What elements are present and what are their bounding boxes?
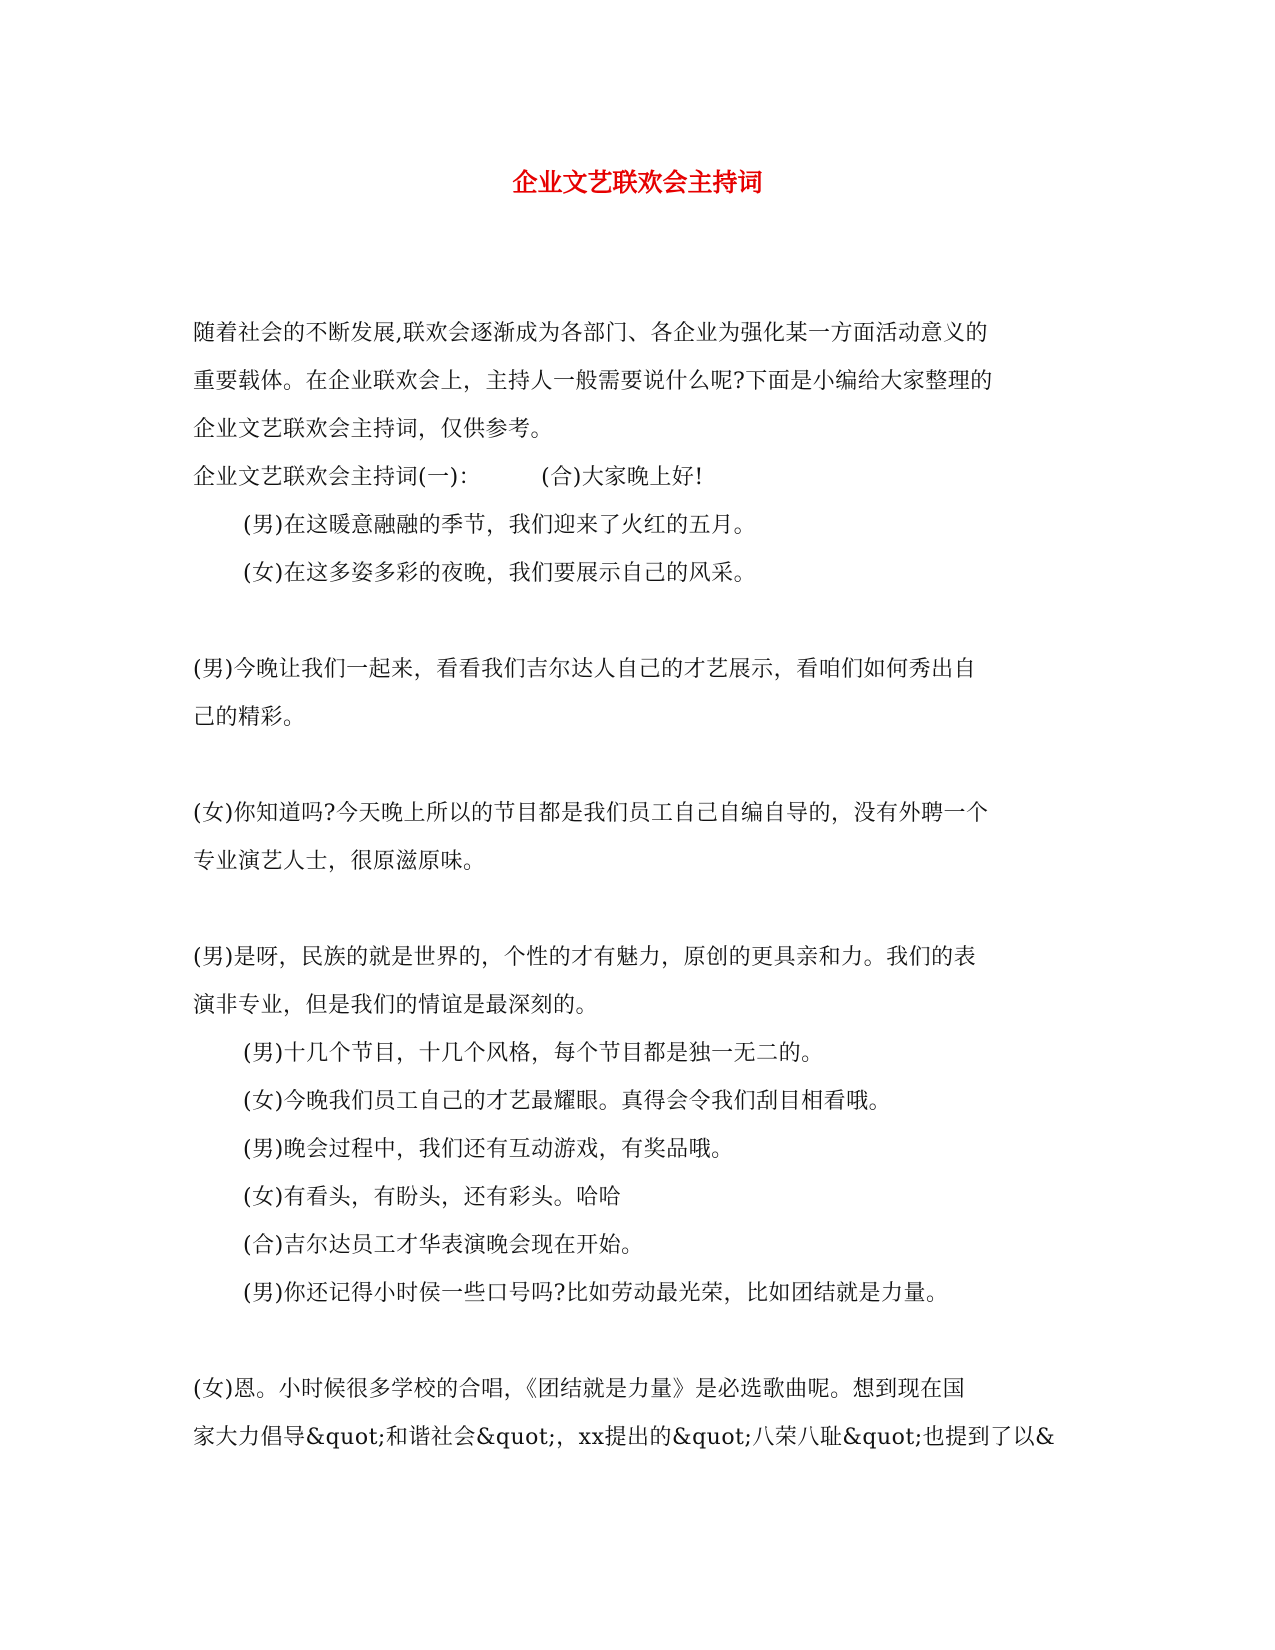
dialogue-line: (男)在这暖意融融的季节，我们迎来了火红的五月。 [243,513,757,538]
dialogue-line: 专业演艺人士，很原滋原味。 [193,849,486,874]
dialogue-line: (合)吉尔达员工才华表演晚会现在开始。 [243,1233,644,1258]
paragraph-line: 重要载体。在企业联欢会上，主持人一般需要说什么呢?下面是小编给大家整理的 [193,369,993,394]
blank-line [193,598,1088,646]
paragraph-line: 随着社会的不断发展,联欢会逐渐成为各部门、各企业为强化某一方面活动意义的 [193,321,988,346]
blank-line [193,1318,1088,1366]
dialogue-line: (女)你知道吗?今天晚上所以的节目都是我们员工自己自编自导的，没有外聘一个 [193,801,989,826]
dialogue-line: 演非专业，但是我们的情谊是最深刻的。 [193,993,599,1018]
blank-line [193,886,1088,934]
dialogue-line: (女)恩。小时候很多学校的合唱，《团结就是力量》是必选歌曲呢。想到现在国 [193,1377,966,1402]
dialogue-line: (男)晚会过程中，我们还有互动游戏，有奖品哦。 [243,1137,734,1162]
dialogue-line: (合)大家晚上好! [541,465,704,490]
document-body [193,310,1088,1462]
blank-line [193,742,1088,790]
dialogue-line: (女)在这多姿多彩的夜晚，我们要展示自己的风采。 [243,561,757,586]
dialogue-line: (男)今晚让我们一起来，看看我们吉尔达人自己的才艺展示，看咱们如何秀出自 [193,657,977,682]
paragraph-line: 企业文艺联欢会主持词，仅供参考。 [193,417,554,442]
dialogue-line: (男)十几个节目，十几个风格，每个节目都是独一无二的。 [243,1041,824,1066]
dialogue-line: 家大力倡导&quot;和谐社会&quot;，xx提出的&quot;八荣八耻&quot;也提到了以& [193,1425,1056,1450]
dialogue-line: 己的精彩。 [193,705,306,730]
dialogue-line: (女)有看头，有盼头，还有彩头。哈哈 [243,1185,622,1210]
dialogue-line: (男)你还记得小时侯一些口号吗?比如劳动最光荣，比如团结就是力量。 [243,1281,949,1306]
document-title: 企业文艺联欢会主持词 [512,168,763,197]
dialogue-line: (男)是呀，民族的就是世界的，个性的才有魅力，原创的更具亲和力。我们的表 [193,945,977,970]
paragraph-line [193,454,1088,502]
section-heading: 企业文艺联欢会主持词(一)： [193,465,482,490]
dialogue-line: (女)今晚我们员工自己的才艺最耀眼。真得会令我们刮目相看哦。 [243,1089,892,1114]
